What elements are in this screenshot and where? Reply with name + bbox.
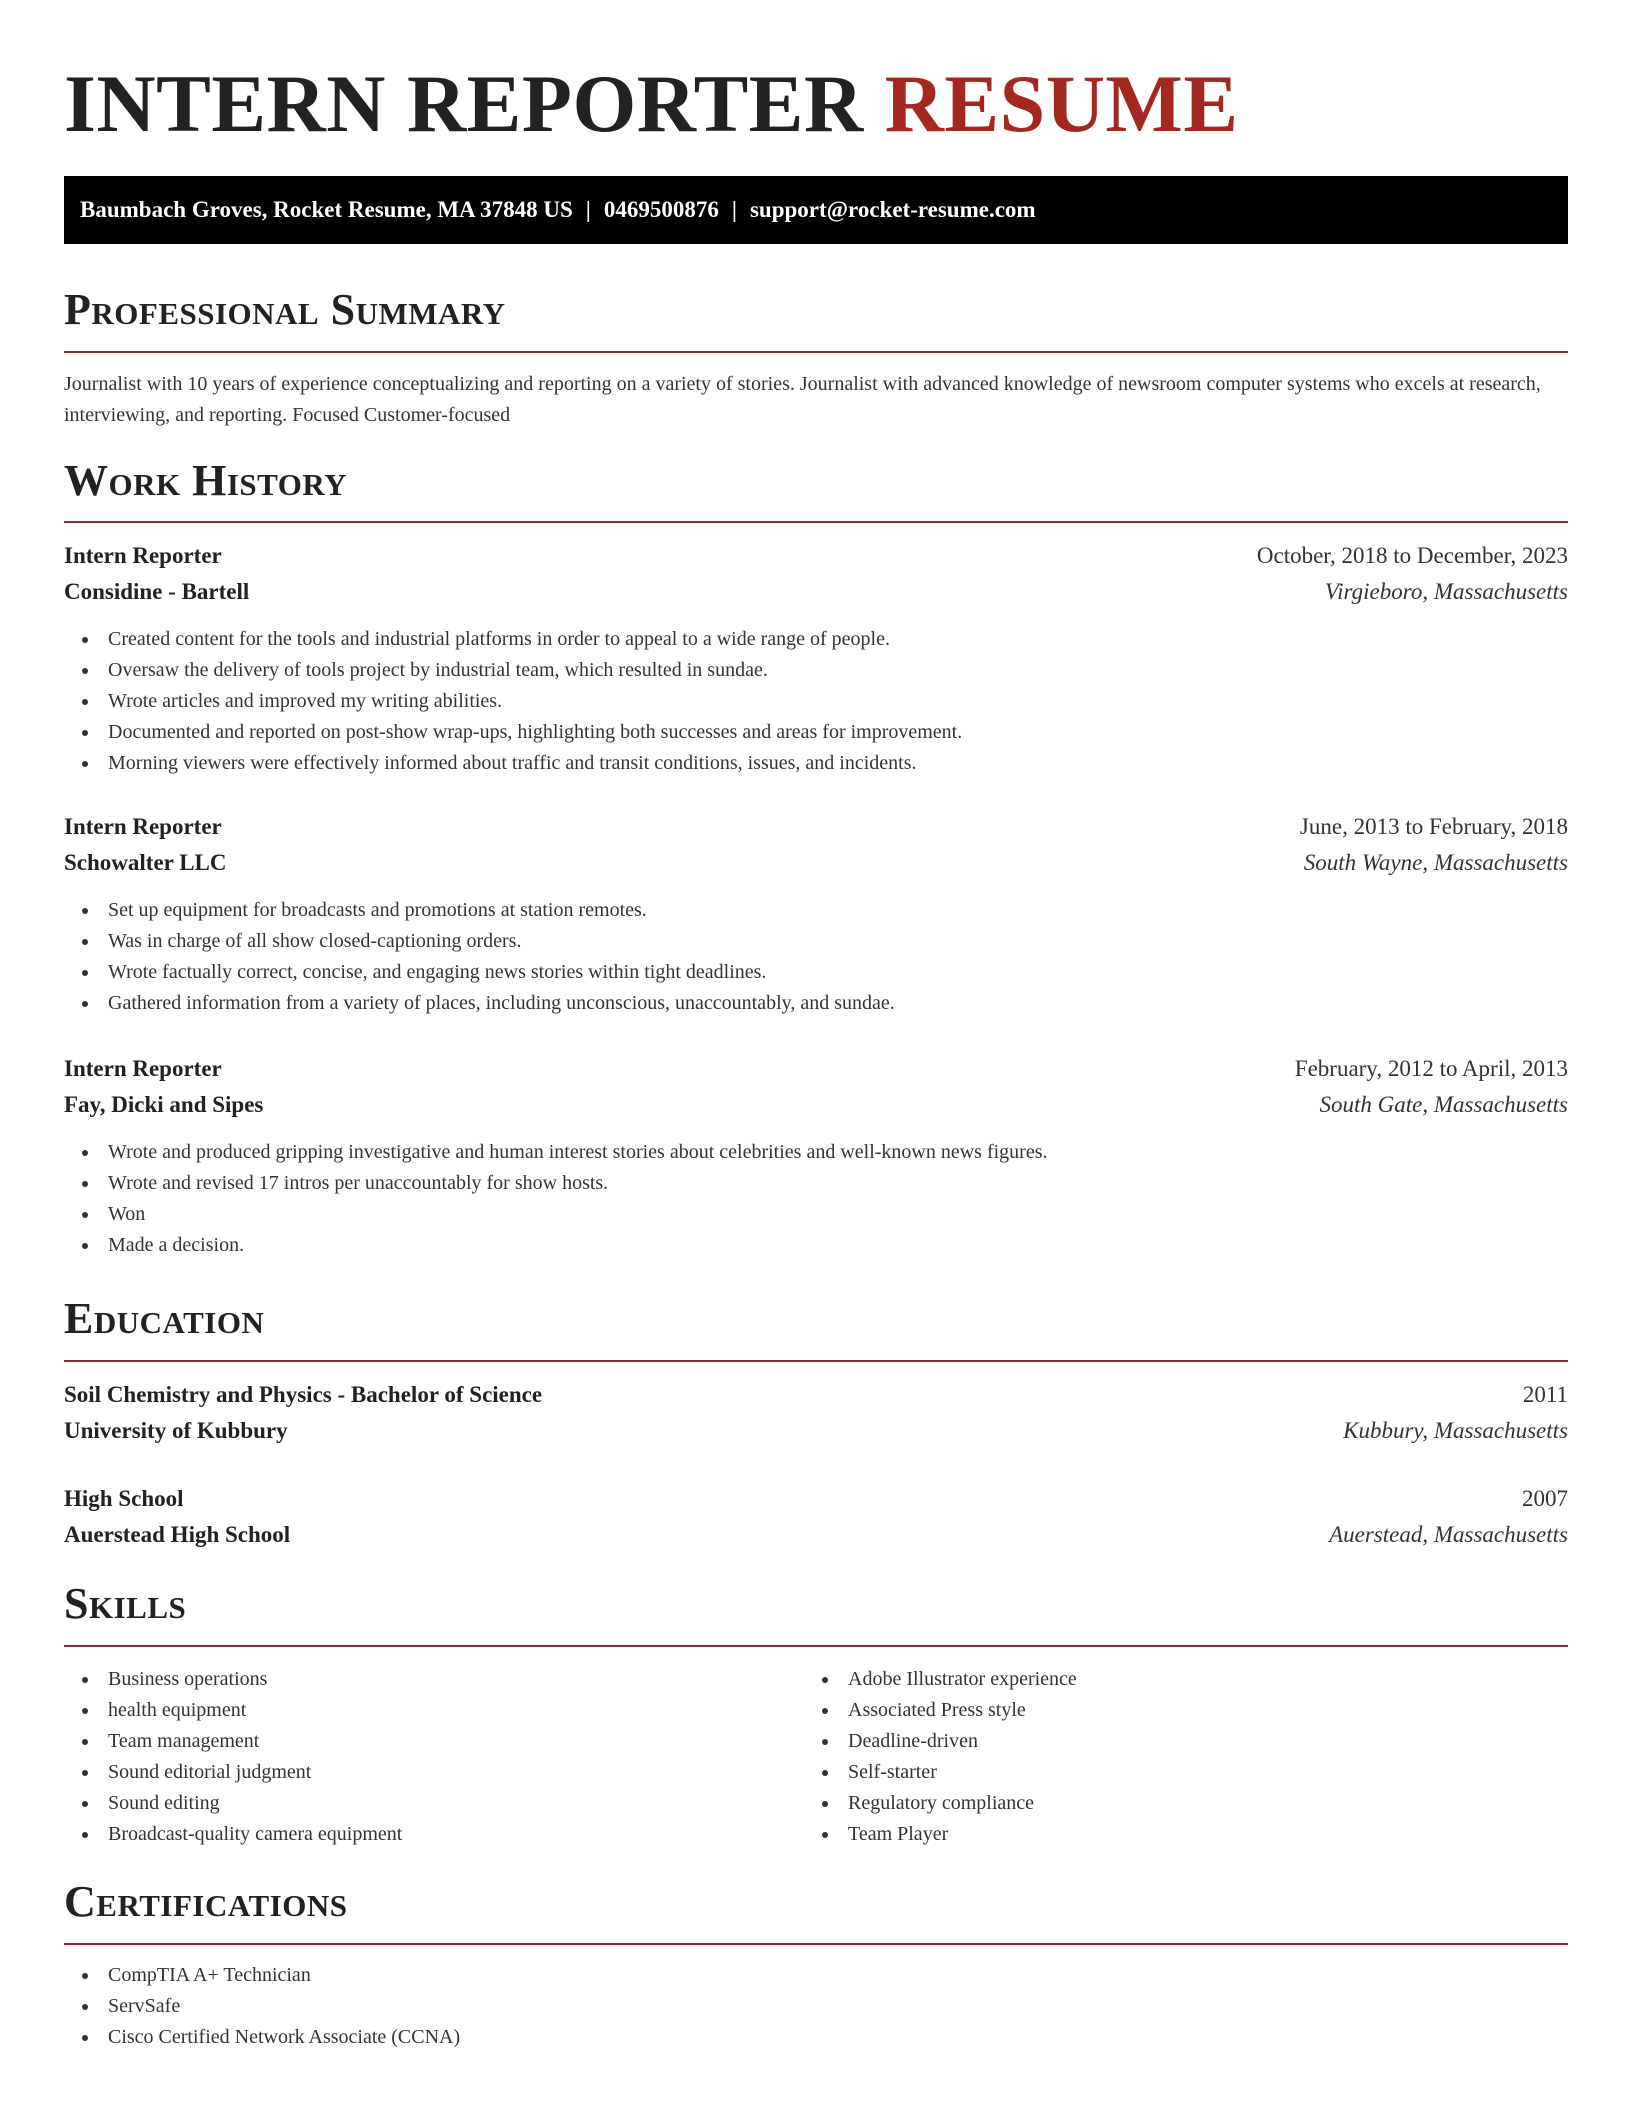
skill-item: health equipment xyxy=(64,1695,402,1726)
education-header-row xyxy=(64,1482,1568,1516)
skill-item: Broadcast-quality camera equipment xyxy=(64,1819,402,1850)
job-company-row xyxy=(64,575,1568,609)
list-item: Won xyxy=(64,1199,1048,1230)
skills-list-left xyxy=(64,1664,402,1850)
list-item: Wrote and produced gripping investigative and human interest stories about celebrities and well-known news figures. xyxy=(64,1137,1048,1168)
list-item: Wrote factually correct, concise, and engaging news stories within tight deadlines. xyxy=(64,957,895,988)
job-dates: February, 2012 to April, 2013 xyxy=(1294,1056,1568,1081)
list-item: Created content for the tools and industrial platforms in order to appeal to a wide range of people. xyxy=(64,624,962,655)
job-dates: June, 2013 to February, 2018 xyxy=(1299,814,1568,839)
list-item: Morning viewers were effectively informed about traffic and transit conditions, issues, and incidents. xyxy=(64,748,962,779)
education-location: Kubbury, Massachusetts xyxy=(1343,1418,1568,1443)
skill-item: Adobe Illustrator experience xyxy=(804,1664,1077,1695)
title-accent: RESUME xyxy=(884,58,1239,149)
job-header-row xyxy=(64,810,1568,844)
work-history-heading: Work History xyxy=(64,456,348,505)
job-header-row xyxy=(64,1052,1568,1086)
education-year: 2007 xyxy=(1522,1486,1568,1511)
list-item: Made a decision. xyxy=(64,1230,1048,1261)
skill-item: Business operations xyxy=(64,1664,402,1695)
job-dates: October, 2018 to December, 2023 xyxy=(1256,543,1568,568)
list-item: Set up equipment for broadcasts and promotions at station remotes. xyxy=(64,895,895,926)
contact-address: Baumbach Groves, Rocket Resume, MA 37848 US xyxy=(80,197,573,222)
contact-separator: | xyxy=(585,197,591,222)
contact-phone: 0469500876 xyxy=(603,197,719,222)
skills-list-right xyxy=(804,1664,1077,1850)
job-location: Virgieboro, Massachusetts xyxy=(1324,579,1568,604)
education-heading: Education xyxy=(64,1294,265,1343)
list-item: Documented and reported on post-show wrap-ups, highlighting both successes and areas for improvement. xyxy=(64,717,962,748)
education-school: Auerstead High School xyxy=(64,1522,291,1547)
summary-text: Journalist with 10 years of experience conceptualizing and reporting on a variety of stories. Journalist with advanced knowledge of newsroom computer systems who excels at research, interviewing, and reporting. Focused Customer-focused xyxy=(64,373,1541,426)
resume-title xyxy=(64,56,1239,152)
education-degree: High School xyxy=(64,1486,184,1511)
job-duties-list xyxy=(64,1137,1048,1261)
contact-bar xyxy=(64,176,1568,244)
education-year: 2011 xyxy=(1522,1382,1568,1407)
list-item: Wrote articles and improved my writing abilities. xyxy=(64,686,962,717)
skill-item: Deadline-driven xyxy=(804,1726,1077,1757)
job-duties-list xyxy=(64,624,962,779)
section-divider xyxy=(64,521,1568,523)
job-header-row xyxy=(64,539,1568,573)
skill-item: Sound editing xyxy=(64,1788,402,1819)
education-location: Auerstead, Massachusetts xyxy=(1329,1522,1568,1547)
summary-heading: Professional Summary xyxy=(64,285,506,334)
skill-item: Regulatory compliance xyxy=(804,1788,1077,1819)
contact-email: support@rocket-resume.com xyxy=(749,197,1036,222)
skill-item: Team management xyxy=(64,1726,402,1757)
education-degree: Soil Chemistry and Physics - Bachelor of Science xyxy=(64,1382,543,1407)
title-main: INTERN REPORTER xyxy=(64,58,864,149)
skill-item: Self-starter xyxy=(804,1757,1077,1788)
list-item: Was in charge of all show closed-captioning orders. xyxy=(64,926,895,957)
job-company-row xyxy=(64,1088,1568,1122)
education-school-row xyxy=(64,1414,1568,1448)
job-location: South Wayne, Massachusetts xyxy=(1303,850,1568,875)
list-item: Gathered information from a variety of places, including unconscious, unaccountably, and sundae. xyxy=(64,988,895,1019)
section-divider xyxy=(64,351,1568,353)
job-company-row xyxy=(64,846,1568,880)
certifications-heading: Certifications xyxy=(64,1877,348,1926)
certifications-list xyxy=(64,1960,460,2053)
list-item: Wrote and revised 17 intros per unaccountably for show hosts. xyxy=(64,1168,1048,1199)
certification-item: CompTIA A+ Technician xyxy=(64,1960,460,1991)
job-location: South Gate, Massachusetts xyxy=(1319,1092,1568,1117)
education-header-row xyxy=(64,1378,1568,1412)
job-title: Intern Reporter xyxy=(64,814,222,839)
job-title: Intern Reporter xyxy=(64,543,222,568)
job-title: Intern Reporter xyxy=(64,1056,222,1081)
job-company: Schowalter LLC xyxy=(64,850,227,875)
education-school: University of Kubbury xyxy=(64,1418,288,1443)
certification-item: ServSafe xyxy=(64,1991,460,2022)
skill-item: Associated Press style xyxy=(804,1695,1077,1726)
section-divider xyxy=(64,1943,1568,1945)
skills-heading: Skills xyxy=(64,1579,187,1628)
section-divider xyxy=(64,1645,1568,1647)
skill-item: Sound editorial judgment xyxy=(64,1757,402,1788)
job-company: Considine - Bartell xyxy=(64,579,250,604)
education-school-row xyxy=(64,1518,1568,1552)
list-item: Oversaw the delivery of tools project by industrial team, which resulted in sundae. xyxy=(64,655,962,686)
job-duties-list xyxy=(64,895,895,1019)
section-divider xyxy=(64,1360,1568,1362)
contact-separator: | xyxy=(731,197,737,222)
job-company: Fay, Dicki and Sipes xyxy=(64,1092,264,1117)
certification-item: Cisco Certified Network Associate (CCNA) xyxy=(64,2022,460,2053)
skill-item: Team Player xyxy=(804,1819,1077,1850)
